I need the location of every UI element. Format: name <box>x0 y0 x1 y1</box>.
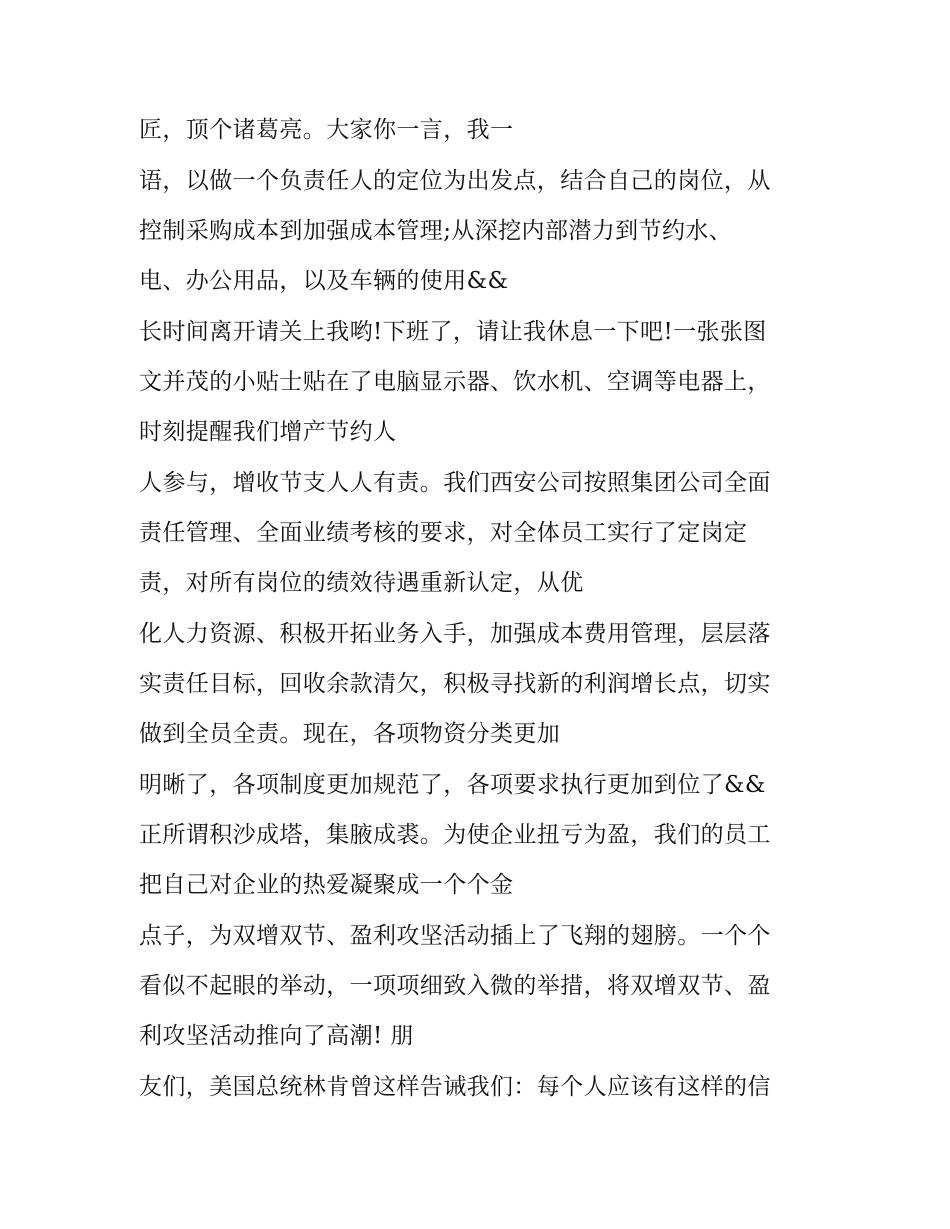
text-line: 做到全员全责。现在，各项物资分类更加 <box>139 721 561 747</box>
text-line: 语，以做一个负责任人的定位为出发点，结合自己的岗位，从 <box>139 168 771 194</box>
text-line: 时刻提醒我们增产节约人 <box>139 419 397 445</box>
text-line: 明晰了，各项制度更加规范了，各项要求执行更加到位了&& <box>139 772 766 798</box>
text-line: 责，对所有岗位的绩效待遇重新认定，从优 <box>139 570 584 596</box>
text-line: 电、办公用品，以及车辆的使用&& <box>139 268 509 294</box>
text-line: 看似不起眼的举动，一项项细致入微的举措，将双增双节、盈 <box>139 973 771 999</box>
text-line: 匠，顶个诸葛亮。大家你一言，我一 <box>139 117 514 143</box>
text-line: 友们，美国总统林肯曾这样告诫我们：每个人应该有这样的信 <box>139 1074 771 1100</box>
text-line: 把自己对企业的热爱凝聚成一个个金 <box>139 872 514 898</box>
text-line: 人参与，增收节支人人有责。我们西安公司按照集团公司全面 <box>139 470 771 496</box>
text-line: 文并茂的小贴士贴在了电脑显示器、饮水机、空调等电器上， <box>139 369 771 395</box>
text-line: 控制采购成本到加强成本管理;从深挖内部潜力到节约水、 <box>139 218 733 244</box>
text-line: 责任管理、全面业绩考核的要求，对全体员工实行了定岗定 <box>139 520 748 546</box>
text-line: 实责任目标，回收余款清欠，积极寻找新的利润增长点，切实 <box>139 671 771 697</box>
text-line: 长时间离开请关上我哟!下班了，请让我休息一下吧!一张张图 <box>139 319 767 345</box>
text-line: 化人力资源、积极开拓业务入手，加强成本费用管理，层层落 <box>139 621 771 647</box>
text-line: 利攻坚活动推向了高潮! 朋 <box>139 1023 414 1049</box>
text-line: 点子，为双增双节、盈利攻坚活动插上了飞翔的翅膀。一个个 <box>139 923 771 949</box>
text-line: 正所谓积沙成塔，集腋成裘。为使企业扭亏为盈，我们的员工 <box>139 822 771 848</box>
